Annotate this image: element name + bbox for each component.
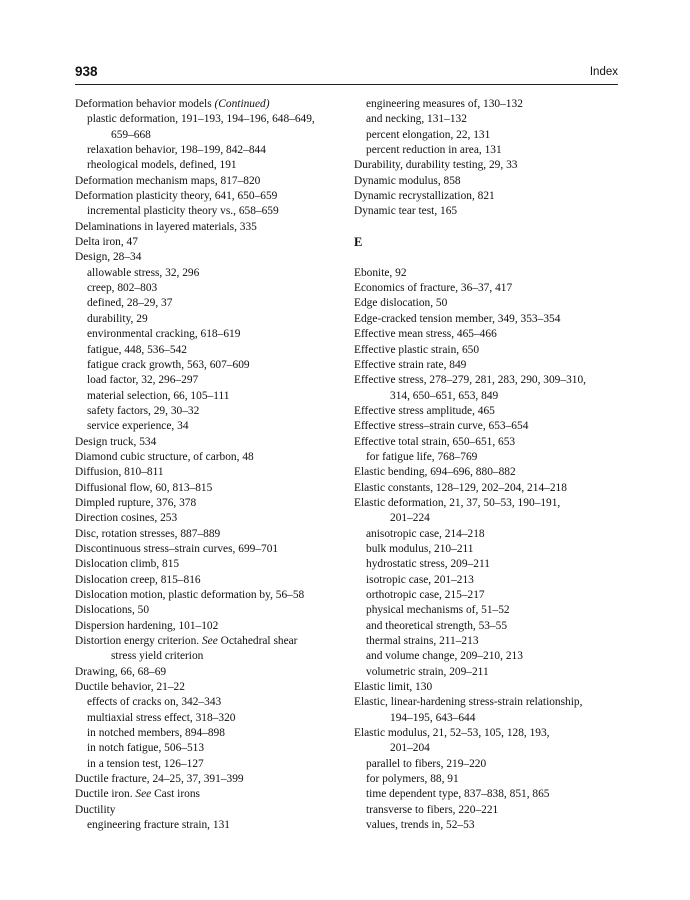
index-subentry xyxy=(75,741,345,756)
entry-text: in notched members, 894–898 xyxy=(87,727,225,740)
entry-text: Dynamic modulus, 858 xyxy=(354,174,461,187)
entry-text: parallel to fibers, 219–220 xyxy=(366,757,487,770)
entry-text: Deformation mechanism maps, 817–820 xyxy=(75,174,261,187)
entry-text: stress yield criterion xyxy=(111,650,204,663)
entry-text: Ductility xyxy=(75,803,116,816)
index-entry xyxy=(354,343,619,358)
right-column-bottom-entries xyxy=(354,266,619,834)
index-entry xyxy=(75,772,345,787)
index-entry xyxy=(354,174,619,189)
entry-text: Edge dislocation, 50 xyxy=(354,297,448,310)
index-entry xyxy=(75,235,345,250)
index-subentry xyxy=(354,542,619,557)
section-letter: E xyxy=(354,235,363,250)
index-subentry xyxy=(75,158,345,173)
entry-text: Design truck, 534 xyxy=(75,435,157,448)
index-entry xyxy=(354,496,619,511)
index-entry xyxy=(354,158,619,173)
entry-text: thermal strains, 211–213 xyxy=(366,635,479,648)
index-entry xyxy=(75,450,345,465)
entry-text: fatigue, 448, 536–542 xyxy=(87,343,187,356)
entry-text: Ductile fracture, 24–25, 37, 391–399 xyxy=(75,773,244,786)
entry-text: Effective stress–strain curve, 653–654 xyxy=(354,420,529,433)
index-entry-continuation xyxy=(75,128,345,143)
entry-text: Durability, durability testing, 29, 33 xyxy=(354,159,518,172)
index-entry xyxy=(354,189,619,204)
entry-italic-text: See xyxy=(135,788,152,801)
index-entry xyxy=(354,281,619,296)
index-entry xyxy=(354,419,619,434)
right-column xyxy=(354,97,619,834)
index-entry xyxy=(354,312,619,327)
entry-text: and theoretical strength, 53–55 xyxy=(366,619,508,632)
entry-text: bulk modulus, 210–211 xyxy=(366,542,474,555)
entry-text: 659–668 xyxy=(111,128,151,141)
index-subentry xyxy=(75,404,345,419)
index-subentry xyxy=(75,695,345,710)
index-entry-continuation xyxy=(75,649,345,664)
index-entry xyxy=(75,435,345,450)
entry-text: relaxation behavior, 198–199, 842–844 xyxy=(87,144,266,157)
index-entry xyxy=(354,680,619,695)
entry-text: Ebonite, 92 xyxy=(354,266,407,279)
index-subentry xyxy=(354,818,619,833)
index-subentry xyxy=(75,143,345,158)
index-entry xyxy=(354,266,619,281)
page-number: 938 xyxy=(75,64,98,79)
index-subentry xyxy=(75,389,345,404)
entry-text: multiaxial stress effect, 318–320 xyxy=(87,711,236,724)
index-subentry xyxy=(75,757,345,772)
index-subentry xyxy=(354,803,619,818)
entry-text: effects of cracks on, 342–343 xyxy=(87,696,222,709)
entry-text: creep, 802–803 xyxy=(87,282,158,295)
header-rule xyxy=(75,84,618,85)
index-subentry xyxy=(354,128,619,143)
index-subentry xyxy=(354,619,619,634)
entry-text: Effective mean stress, 465–466 xyxy=(354,328,497,341)
index-entry xyxy=(75,680,345,695)
entry-text: Diffusional flow, 60, 813–815 xyxy=(75,481,213,494)
index-entry-continuation xyxy=(354,389,619,404)
index-subentry xyxy=(75,112,345,127)
index-subentry xyxy=(75,281,345,296)
entry-text: Elastic constants, 128–129, 202–204, 214–218 xyxy=(354,481,567,494)
entry-text: material selection, 66, 105–111 xyxy=(87,389,230,402)
entry-text: and necking, 131–132 xyxy=(366,113,467,126)
entry-text: rheological models, defined, 191 xyxy=(87,159,237,172)
entry-text: Discontinuous stress–strain curves, 699–701 xyxy=(75,542,279,555)
entry-text: Edge-cracked tension member, 349, 353–354 xyxy=(354,312,561,325)
entry-italic-text: See xyxy=(201,635,218,648)
entry-text: Economics of fracture, 36–37, 417 xyxy=(354,282,513,295)
entry-text: Dynamic tear test, 165 xyxy=(354,205,458,218)
entry-text: 314, 650–651, 653, 849 xyxy=(390,389,499,402)
index-subentry xyxy=(354,527,619,542)
entry-text: physical mechanisms of, 51–52 xyxy=(366,604,510,617)
section-gap xyxy=(354,220,619,235)
entry-text: and volume change, 209–210, 213 xyxy=(366,650,523,663)
index-subentry xyxy=(354,450,619,465)
index-entry xyxy=(75,803,345,818)
entry-text: allowable stress, 32, 296 xyxy=(87,266,200,279)
index-subentry xyxy=(354,143,619,158)
index-entry xyxy=(354,373,619,388)
entry-text: 201–224 xyxy=(390,512,430,525)
index-subentry xyxy=(354,634,619,649)
entry-text: orthotropic case, 215–217 xyxy=(366,589,485,601)
index-entry xyxy=(75,511,345,526)
entry-text: percent elongation, 22, 131 xyxy=(366,128,491,141)
index-entry xyxy=(75,97,345,112)
index-entry xyxy=(75,174,345,189)
entry-text: Design, 28–34 xyxy=(75,251,142,264)
index-entry xyxy=(354,296,619,311)
entry-text: Effective stress, 278–279, 281, 283, 290, 309–310, xyxy=(354,374,587,387)
index-entry xyxy=(75,189,345,204)
index-entry xyxy=(75,634,345,649)
entry-text: Elastic deformation, 21, 37, 50–53, 190–191, xyxy=(354,496,561,509)
entry-text: Effective stress amplitude, 465 xyxy=(354,404,495,417)
entry-text: plastic deformation, 191–193, 194–196, 648–649, xyxy=(87,113,315,126)
entry-text: Ductile iron. xyxy=(75,788,136,801)
index-subentry xyxy=(354,772,619,787)
entry-text: fatigue crack growth, 563, 607–609 xyxy=(87,358,250,371)
index-subentry xyxy=(75,711,345,726)
index-entry xyxy=(75,573,345,588)
index-subentry xyxy=(75,373,345,388)
index-entry xyxy=(75,588,345,603)
index-entry xyxy=(75,787,345,802)
index-entry-continuation xyxy=(354,511,619,526)
entry-text: Elastic modulus, 21, 52–53, 105, 128, 193, xyxy=(354,727,550,740)
index-subentry xyxy=(354,757,619,772)
entry-text: anisotropic case, 214–218 xyxy=(366,527,485,540)
index-subentry xyxy=(75,327,345,342)
index-subentry xyxy=(354,649,619,664)
index-subentry xyxy=(75,343,345,358)
entry-text: Diamond cubic structure, of carbon, 48 xyxy=(75,450,254,463)
entry-text: durability, 29 xyxy=(87,312,148,325)
index-entry xyxy=(354,726,619,741)
entry-text: Dimpled rupture, 376, 378 xyxy=(75,496,197,509)
entry-after-text: Cast irons xyxy=(151,788,200,801)
index-subentry xyxy=(354,603,619,618)
entry-text: service experience, 34 xyxy=(87,420,189,433)
entry-text: Dislocations, 50 xyxy=(75,604,150,617)
index-entry xyxy=(354,327,619,342)
entry-text: Direction cosines, 253 xyxy=(75,512,178,525)
entry-text: engineering fracture strain, 131 xyxy=(87,819,230,832)
section-gap xyxy=(354,250,619,265)
entry-text: Elastic bending, 694–696, 880–882 xyxy=(354,466,516,479)
right-column-top-entries xyxy=(354,97,619,220)
entry-text: Delta iron, 47 xyxy=(75,236,138,249)
entry-after-text: Octahedral shear xyxy=(217,635,298,648)
index-entry xyxy=(354,695,619,710)
entry-italic-text: (Continued) xyxy=(214,98,270,110)
index-entry xyxy=(75,542,345,557)
index-subentry xyxy=(354,557,619,572)
index-entry-continuation xyxy=(354,711,619,726)
entry-text: Deformation behavior models xyxy=(75,98,215,110)
index-entry-continuation xyxy=(354,741,619,756)
index-subentry xyxy=(75,419,345,434)
entry-text: load factor, 32, 296–297 xyxy=(87,374,199,387)
index-subentry xyxy=(75,296,345,311)
index-entry xyxy=(75,465,345,480)
index-entry xyxy=(75,527,345,542)
entry-text: Diffusion, 810–811 xyxy=(75,466,164,479)
entry-text: for fatigue life, 768–769 xyxy=(366,450,478,463)
entry-text: safety factors, 29, 30–32 xyxy=(87,404,200,417)
index-entry xyxy=(75,496,345,511)
entry-text: Effective strain rate, 849 xyxy=(354,358,467,371)
index-entry xyxy=(75,603,345,618)
entry-text: defined, 28–29, 37 xyxy=(87,297,173,310)
running-head: Index xyxy=(589,66,618,78)
index-subentry xyxy=(75,312,345,327)
entry-text: Effective total strain, 650–651, 653 xyxy=(354,435,516,448)
entry-text: environmental cracking, 618–619 xyxy=(87,328,241,341)
entry-text: Delaminations in layered materials, 335 xyxy=(75,220,257,233)
entry-text: Dynamic recrystallization, 821 xyxy=(354,190,495,203)
entry-text: engineering measures of, 130–132 xyxy=(366,98,523,110)
entry-text: Dislocation motion, plastic deformation by, 56–58 xyxy=(75,589,305,601)
entry-text: time dependent type, 837–838, 851, 865 xyxy=(366,788,550,801)
entry-text: Drawing, 66, 68–69 xyxy=(75,665,167,678)
index-entry xyxy=(354,481,619,496)
index-subentry xyxy=(75,266,345,281)
index-subentry xyxy=(354,573,619,588)
index-subentry xyxy=(354,97,619,112)
index-subentry xyxy=(354,787,619,802)
index-subentry xyxy=(354,588,619,603)
index-entry xyxy=(75,557,345,572)
index-entry xyxy=(354,435,619,450)
entry-text: Elastic limit, 130 xyxy=(354,681,433,694)
index-entry xyxy=(354,404,619,419)
entry-text: in a tension test, 126–127 xyxy=(87,757,204,770)
entry-text: in notch fatigue, 506–513 xyxy=(87,742,205,755)
entry-text: 201–204 xyxy=(390,742,430,755)
entry-text: Deformation plasticity theory, 641, 650–659 xyxy=(75,190,278,203)
index-subentry xyxy=(354,112,619,127)
index-entry xyxy=(75,220,345,235)
entry-text: Dispersion hardening, 101–102 xyxy=(75,619,219,632)
index-subentry xyxy=(354,665,619,680)
entry-text: percent reduction in area, 131 xyxy=(366,144,502,157)
entry-text: values, trends in, 52–53 xyxy=(366,819,475,832)
entry-text: transverse to fibers, 220–221 xyxy=(366,803,499,816)
index-entry xyxy=(75,665,345,680)
index-subentry xyxy=(75,358,345,373)
entry-text: Disc, rotation stresses, 887–889 xyxy=(75,527,221,540)
entry-text: 194–195, 643–644 xyxy=(390,711,476,724)
index-subentry xyxy=(75,726,345,741)
entry-text: for polymers, 88, 91 xyxy=(366,773,459,786)
entry-text: hydrostatic stress, 209–211 xyxy=(366,558,490,571)
index-subentry xyxy=(75,818,345,833)
index-subentry xyxy=(75,204,345,219)
index-entry xyxy=(75,619,345,634)
entry-text: incremental plasticity theory vs., 658–659 xyxy=(87,205,279,218)
index-entry xyxy=(75,250,345,265)
entry-text: Dislocation climb, 815 xyxy=(75,558,180,571)
entry-text: Ductile behavior, 21–22 xyxy=(75,681,185,694)
left-column xyxy=(75,97,345,834)
index-entry xyxy=(354,204,619,219)
index-entry xyxy=(75,481,345,496)
entry-text: Distortion energy criterion. xyxy=(75,635,202,648)
index-entry xyxy=(354,465,619,480)
entry-text: isotropic case, 201–213 xyxy=(366,573,474,586)
entry-text: Effective plastic strain, 650 xyxy=(354,343,480,356)
entry-text: Dislocation creep, 815–816 xyxy=(75,573,201,586)
entry-text: Elastic, linear-hardening stress-strain relationship, xyxy=(354,696,583,709)
index-entry xyxy=(354,358,619,373)
entry-text: volumetric strain, 209–211 xyxy=(366,665,489,678)
